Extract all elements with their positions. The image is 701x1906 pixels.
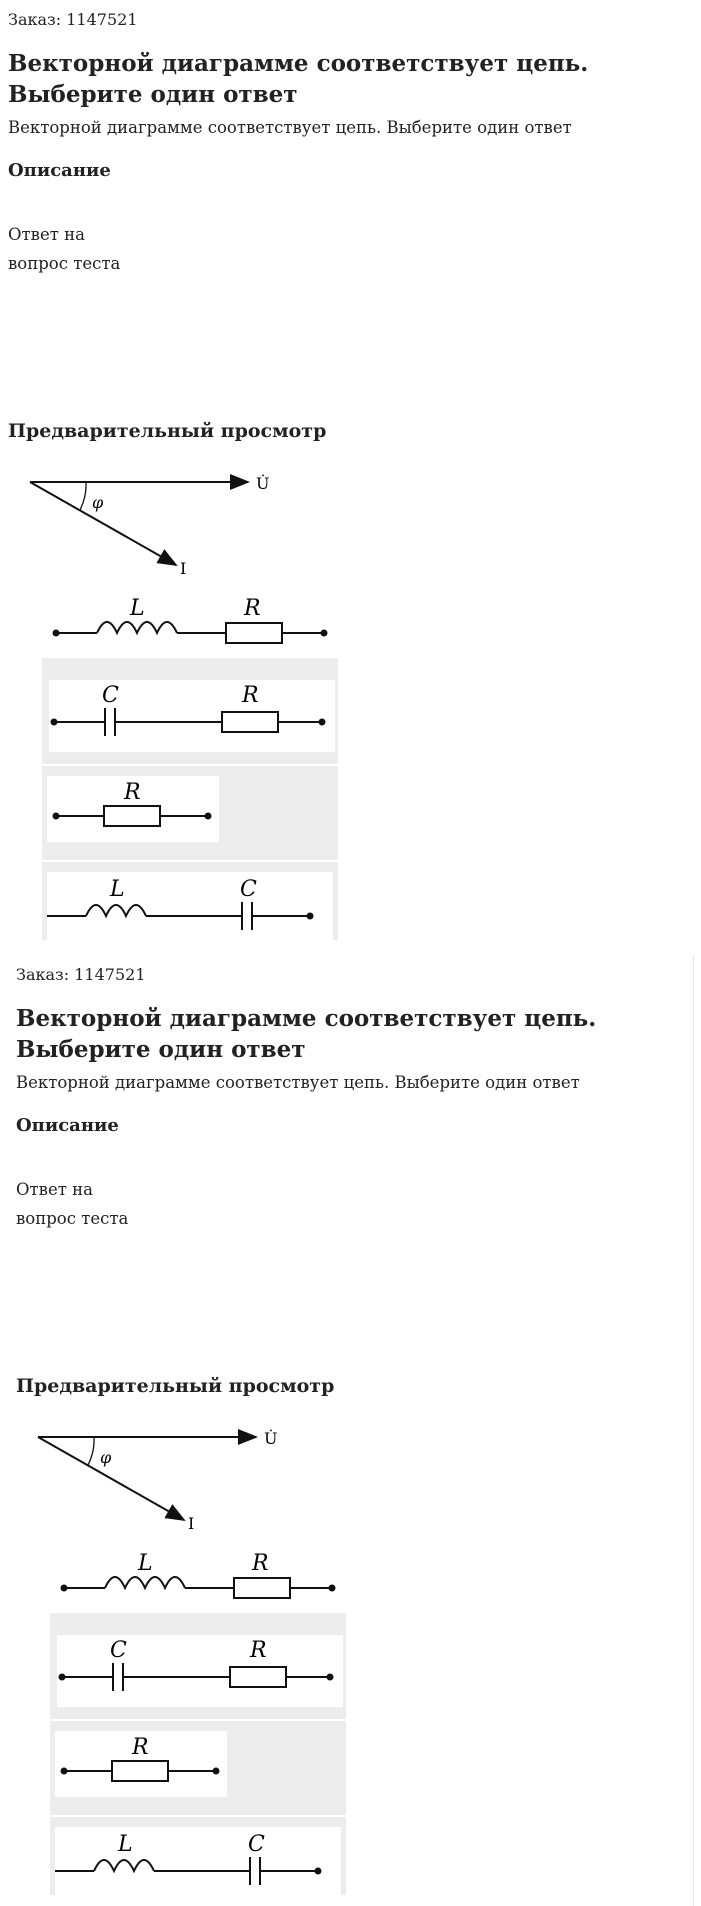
description-line-2: вопрос теста <box>8 254 121 273</box>
current-label: I <box>180 559 187 578</box>
current-label: I <box>188 1514 195 1533</box>
phase-angle-arc <box>80 482 86 510</box>
option-panel <box>47 872 333 940</box>
resistor-label: R <box>124 780 141 805</box>
resistor-label: R <box>244 596 261 621</box>
capacitor-label: C <box>110 1638 127 1663</box>
order-number: Заказ: 1147521 <box>16 965 146 984</box>
description-heading: Описание <box>8 160 111 181</box>
resistor-label: R <box>252 1551 269 1576</box>
preview-figure <box>16 1415 346 1899</box>
page-title: Векторной диаграмме соответствует цепь. Выберите один ответ <box>8 50 589 108</box>
capacitor-label: C <box>240 877 257 902</box>
inductor-label: L <box>118 1832 133 1857</box>
preview-figure <box>8 460 338 944</box>
resistor-label: R <box>250 1638 267 1663</box>
preview-heading: Предварительный просмотр <box>8 420 327 442</box>
option-panel <box>49 680 335 752</box>
description-heading: Описание <box>16 1115 119 1136</box>
option-panel <box>42 588 338 658</box>
phase-angle-arc <box>88 1437 94 1465</box>
option-panel <box>50 1543 346 1613</box>
capacitor-label: C <box>248 1832 265 1857</box>
description-line-1: Ответ на <box>8 225 85 244</box>
resistor-label: R <box>132 1735 149 1760</box>
voltage-label: U̇ <box>264 1429 278 1448</box>
vector-diagram <box>38 1429 277 1533</box>
phasor-circuit-figure <box>8 460 338 940</box>
circuit-option-1[interactable] <box>42 588 338 672</box>
description-line-1: Ответ на <box>16 1180 93 1199</box>
phasor-circuit-figure <box>16 1415 346 1895</box>
angle-label: φ <box>100 1448 112 1467</box>
document-page-2 <box>8 955 694 1906</box>
description-line-2: вопрос теста <box>16 1209 129 1228</box>
inductor-label: L <box>138 1551 153 1576</box>
circuit-option-1[interactable] <box>50 1543 346 1627</box>
order-number: Заказ: 1147521 <box>8 10 138 29</box>
preview-heading: Предварительный просмотр <box>16 1375 335 1397</box>
option-divider <box>50 1613 346 1627</box>
angle-label: φ <box>92 493 104 512</box>
vector-diagram <box>30 474 269 578</box>
option-panel <box>57 1635 343 1707</box>
circuit-option-4[interactable] <box>50 1817 346 1895</box>
circuit-option-4[interactable] <box>42 862 338 940</box>
resistor-label: R <box>242 683 259 708</box>
description-text <box>16 1175 128 1233</box>
option-panel <box>55 1827 341 1895</box>
inductor-label: L <box>130 596 145 621</box>
circuit-option-3[interactable] <box>42 766 338 860</box>
description-text <box>8 220 120 278</box>
page-subtitle: Векторной диаграмме соответствует цепь. Выберите один ответ <box>8 118 572 137</box>
page-subtitle: Векторной диаграмме соответствует цепь. Выберите один ответ <box>16 1073 580 1092</box>
circuit-option-2[interactable] <box>42 672 338 764</box>
circuit-option-3[interactable] <box>50 1721 346 1815</box>
circuit-option-2[interactable] <box>50 1627 346 1719</box>
voltage-label: U̇ <box>256 474 270 493</box>
page-title: Векторной диаграмме соответствует цепь. Выберите один ответ <box>16 1005 597 1063</box>
capacitor-label: C <box>102 683 119 708</box>
option-divider <box>42 658 338 672</box>
inductor-label: L <box>110 877 125 902</box>
